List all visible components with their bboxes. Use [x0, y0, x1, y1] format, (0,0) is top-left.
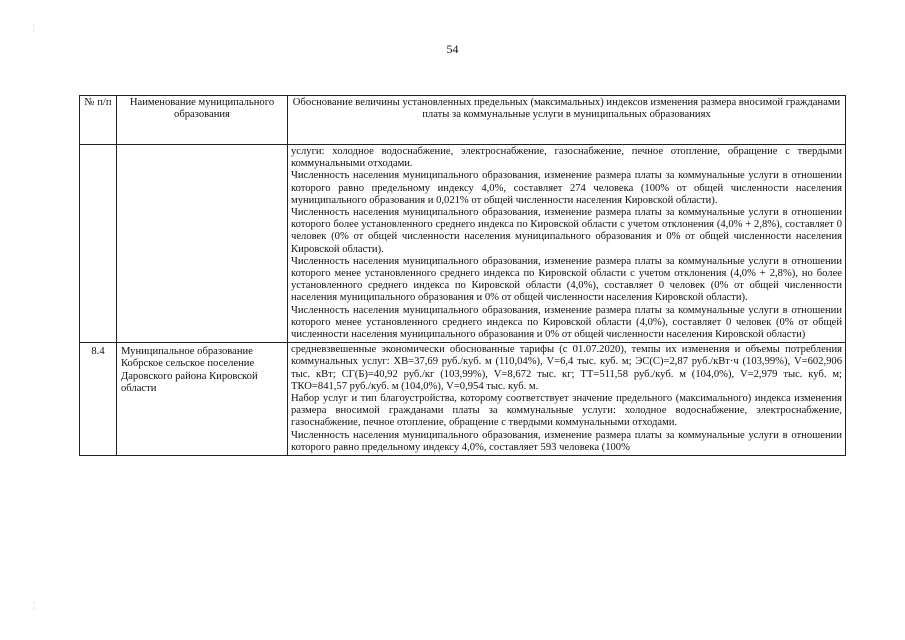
table-row: [80, 343, 846, 456]
row-num: 8.4: [80, 343, 117, 456]
page-number: 54: [446, 42, 459, 56]
margin-mark: ¦: [33, 22, 35, 32]
table-row: [80, 145, 846, 343]
header-name: Наименование муниципального образования: [117, 96, 288, 145]
basis-paragraph: Численность населения муниципального образования, изменение размера платы за коммунальные услуги в отношении которого менее установленного среднего индекса по Кировской области с учетом отклонения (4,0% + 2,8%), но более установленного среднего индекса по Кировской области (4,0%), составляет 0 человек (0% от общей численности населения муниципального образования и 0% от общей численности населения Кировской области).: [291, 255, 842, 304]
row-num: [80, 145, 117, 343]
header-num: № п/п: [80, 96, 117, 145]
basis-paragraph: Набор услуг и тип благоустройства, которому соответствует значение предельного (максимального) индекса изменения размера вносимой гражданами платы за коммунальные услуги: холодное водоснабжение, электроснабжение, газоснабжение, печное отопление, обращение с твердыми коммунальными отходами.: [291, 393, 842, 429]
basis-paragraph: Численность населения муниципального образования, изменение размера платы за коммунальные услуги в отношении которого равно предельному индексу 4,0%, составляет 274 человека (100% от общей численности населения муниципального образования и 0,021% от общей численности населения Кировской области).: [291, 170, 842, 206]
row-name: [117, 145, 288, 343]
basis-paragraph: Численность населения муниципального образования, изменение размера платы за коммунальные услуги в отношении которого менее установленного среднего индекса по Кировской области (4,0%), составляет 0 человек (0% от общей численности населения муниципального образования и 0% от общей численности населения Кировской области): [291, 304, 842, 341]
basis-paragraph: Численность населения муниципального образования, изменение размера платы за коммунальные услуги в отношении которого более установленного среднего индекса по Кировской области с учетом отклонения (4,0% + 2,8%), составляет 0 человек (0% от общей численности населения муниципального образования и 0% от общей численности населения Кировской области).: [291, 207, 842, 255]
row-basis: [288, 145, 846, 343]
table-header-row: [80, 96, 846, 145]
basis-paragraph: услуги: холодное водоснабжение, электроснабжение, газоснабжение, печное отопление, обращение с твердыми коммунальными отходами.: [291, 146, 842, 170]
header-basis: Обоснование величины установленных предельных (максимальных) индексов изменения размера вносимой гражданами платы за коммунальные услуги в муниципальных образованиях: [288, 96, 846, 145]
basis-paragraph: средневзвешенные экономически обоснованные тарифы (с 01.07.2020), темпы их изменения и объемы потребления коммунальных услуг: ХВ=37,69 руб./куб. м (110,04%), V=6,4 тыс. куб. м; ЭС(С)=2,87 руб./кВт·ч (103,99%), V=602,906 тыс. кВт; СГ(Б)=40,92 руб./кг (103,99%), V=8,672 тыс. кг; ТТ=511,58 руб./куб. м (104,0%), V=2,979 тыс. куб. м; ТКО=841,57 руб./куб. м (104,0%), V=0,954 тыс. куб. м.: [291, 344, 842, 392]
margin-mark: ¦: [33, 600, 35, 610]
basis-paragraph: Численность населения муниципального образования, изменение размера платы за коммунальные услуги в отношении которого равно предельному индексу 4,0%, составляет 593 человека (100%: [291, 429, 842, 453]
row-basis: [288, 343, 846, 456]
tariff-table: [79, 95, 846, 456]
row-name: Муниципальное образование Кобрское сельское поселение Даровского района Кировской области: [117, 343, 288, 456]
